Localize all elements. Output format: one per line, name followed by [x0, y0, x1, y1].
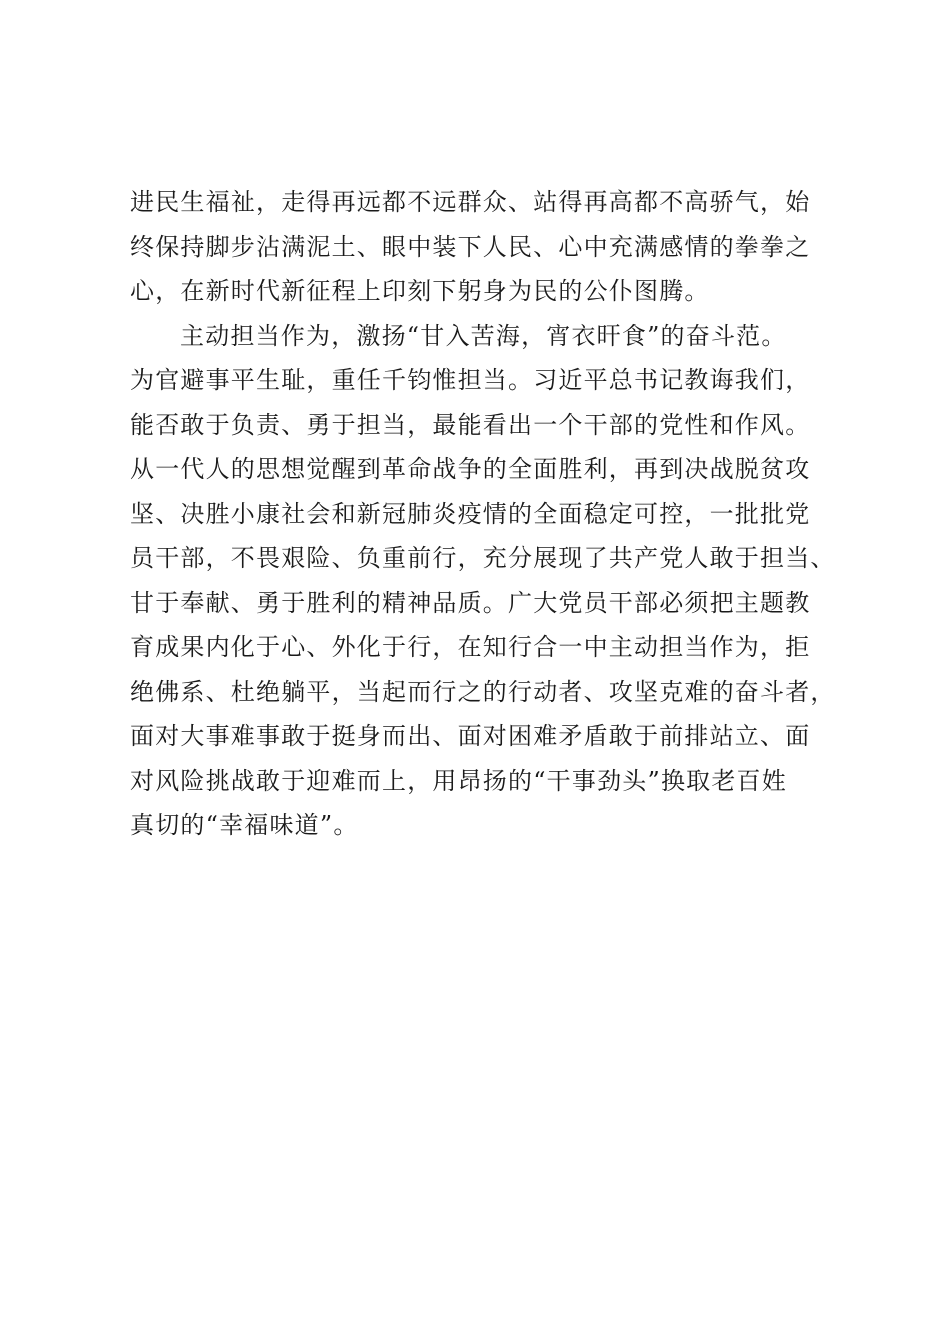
text-line: 进民生福祉，走得再远都不远群众、站得再高都不高骄气，始	[130, 188, 811, 216]
text-line: 终保持脚步沾满泥土、眼中装下人民、心中充满感情的拳拳之	[130, 232, 811, 261]
text-line: 坚、决胜小康社会和新冠肺炎疫情的全面稳定可控，一批批党	[130, 499, 811, 528]
text-line: 绝佛系、杜绝躺平，当起而行之的行动者、攻坚克难的奋斗者，	[130, 677, 836, 706]
text-line: 面对大事难事敢于挺身而出、面对困难矛盾敢于前排站立、面	[130, 722, 811, 750]
text-line: 甘于奉献、勇于胜利的精神品质。广大党员干部必须把主题教	[130, 588, 811, 617]
text-line: 真切的“幸福味道”。	[130, 811, 359, 839]
paragraph-2	[130, 314, 836, 848]
text-line: 能否敢于负责、勇于担当，最能看出一个干部的党性和作风。	[130, 410, 811, 439]
text-line: 为官避事平生耻，重任千钧惟担当。习近平总书记教诲我们，	[130, 366, 811, 394]
text-line: 主动担当作为，激扬“甘入苦海，宵衣旰食”的奋斗范。	[180, 321, 787, 350]
text-line: 从一代人的思想觉醒到革命战争的全面胜利，再到决战脱贫攻	[130, 455, 811, 483]
text-line: 育成果内化于心、外化于行，在知行合一中主动担当作为，拒	[130, 633, 811, 661]
paragraph-1	[130, 180, 830, 314]
text-line: 员干部，不畏艰险、负重前行，充分展现了共产党人敢于担当、	[130, 544, 836, 572]
text-line: 对风险挑战敢于迎难而上，用昂扬的“干事劲头”换取老百姓	[130, 766, 787, 795]
body-text	[130, 180, 836, 848]
text-line: 心，在新时代新征程上印刻下躬身为民的公仆图腾。	[130, 277, 710, 305]
